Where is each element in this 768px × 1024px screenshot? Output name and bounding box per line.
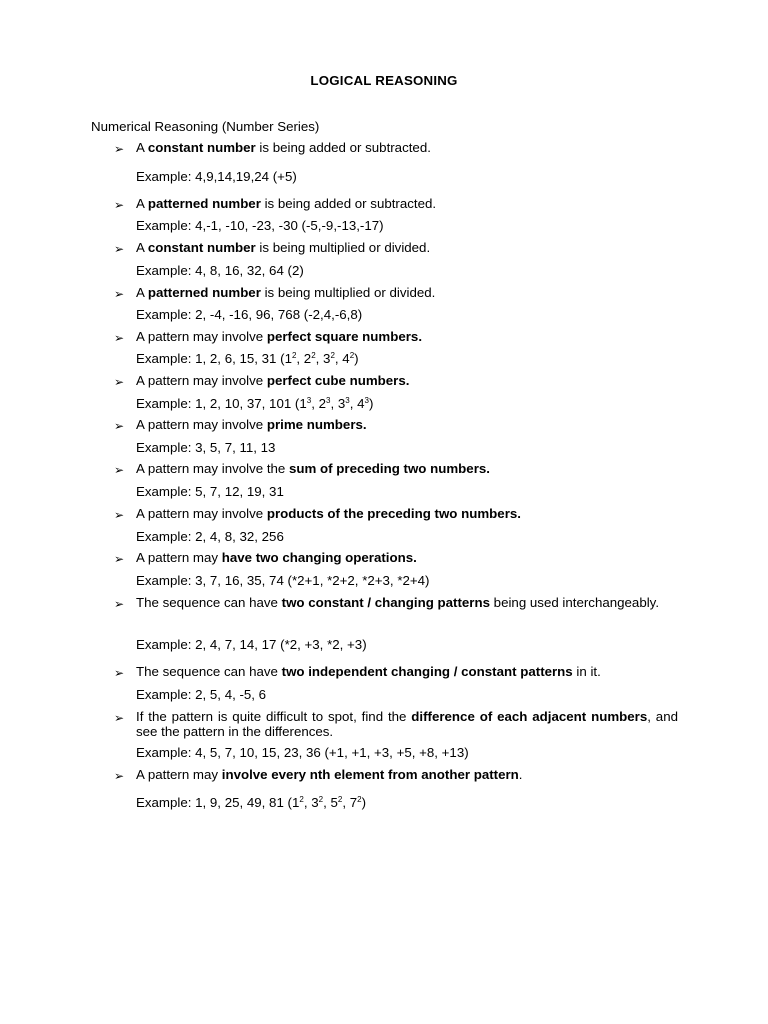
text-run: A pattern may [136, 767, 222, 782]
text-run: , 4 [349, 396, 365, 411]
rule-example [136, 637, 367, 652]
text-run: is being added or subtracted. [255, 140, 431, 155]
text-run: . [518, 767, 523, 782]
page-title: LOGICAL REASONING [310, 73, 458, 88]
bold-text: sum of preceding two numbers. [289, 461, 490, 476]
superscript: 3 [306, 396, 312, 405]
text-run: , 5 [323, 795, 338, 810]
rule-text [136, 286, 435, 301]
text-run: Example: 4, 5, 7, 10, 15, 23, 36 (+1, +1, +3, +5, +8, +13) [136, 745, 469, 760]
text-run: Example: 2, -4, -16, 96, 768 (-2,4,-6,8) [136, 307, 363, 322]
bold-text: two constant / changing patterns [281, 595, 490, 610]
section-heading: Numerical Reasoning (Number Series) [91, 119, 320, 134]
rule-text [136, 462, 490, 477]
text-run: , and see the pattern in the differences. [136, 709, 678, 739]
text-run: Example: 1, 2, 10, 37, 101 (1 [136, 396, 307, 411]
rule-text [136, 768, 523, 783]
bullet-arrow-icon: ➢ [114, 198, 125, 212]
text-run: A pattern may involve [136, 373, 267, 388]
rule-example [136, 795, 366, 810]
rule-example [136, 218, 384, 233]
text-run: Example: 2, 4, 7, 14, 17 (*2, +3, *2, +3) [136, 637, 367, 652]
rule-example [136, 573, 429, 588]
text-run: is being multiplied or divided. [255, 240, 431, 255]
text-run: , 2 [296, 351, 312, 366]
rule-example [136, 687, 266, 702]
bullet-arrow-icon: ➢ [114, 375, 125, 389]
superscript: 2 [299, 795, 304, 804]
text-run: ) [354, 351, 359, 366]
text-run: Example: 2, 5, 4, -5, 6 [136, 687, 267, 702]
text-run: is being added or subtracted. [260, 196, 437, 211]
text-run: A [136, 140, 148, 155]
bold-text: patterned number [147, 196, 261, 211]
rule-text [136, 374, 409, 389]
text-run: A [136, 285, 148, 300]
bold-text: perfect cube numbers. [266, 373, 410, 388]
rule-example [136, 351, 359, 366]
bullet-arrow-icon: ➢ [114, 769, 125, 783]
bullet-arrow-icon: ➢ [114, 597, 125, 611]
bold-text: constant number [147, 240, 256, 255]
rule-text [136, 710, 678, 739]
superscript: 2 [318, 795, 324, 804]
rule-example [136, 484, 284, 499]
superscript: 2 [357, 795, 362, 804]
rule-example [136, 529, 284, 544]
text-run: , 3 [315, 351, 331, 366]
superscript: 2 [291, 351, 297, 360]
bold-text: products of the preceding two numbers. [266, 506, 521, 521]
bullet-arrow-icon: ➢ [114, 508, 125, 522]
text-run: in it. [572, 664, 601, 679]
bullet-arrow-icon: ➢ [114, 419, 125, 433]
bold-text: prime numbers. [266, 417, 367, 432]
text-run: being used interchangeably. [489, 595, 660, 610]
superscript: 3 [326, 396, 331, 405]
bullet-arrow-icon: ➢ [114, 666, 125, 680]
text-run: Example: 2, 4, 8, 32, 256 [136, 529, 284, 544]
rule-text [136, 507, 521, 522]
text-run: A pattern may involve [136, 417, 267, 432]
text-run: A pattern may involve the [136, 461, 289, 476]
rule-text [136, 596, 678, 611]
rule-text [136, 551, 417, 566]
text-run: The sequence can have [136, 595, 282, 610]
bold-text: constant number [147, 140, 256, 155]
text-run: , 4 [334, 351, 350, 366]
text-run: , 3 [330, 396, 346, 411]
text-run: The sequence can have [136, 664, 282, 679]
rule-example [136, 169, 297, 184]
rule-text [136, 241, 430, 256]
superscript: 2 [330, 351, 335, 360]
text-run: , 3 [303, 795, 319, 810]
superscript: 2 [311, 351, 316, 360]
rule-example [136, 440, 275, 455]
text-run: ) [368, 396, 374, 411]
text-run: is being multiplied or divided. [260, 285, 436, 300]
text-run: A [136, 240, 148, 255]
text-run: A [136, 196, 148, 211]
bold-text: difference of each adjacent numbers [411, 709, 648, 724]
superscript: 2 [349, 351, 355, 360]
text-run: , 2 [311, 396, 326, 411]
text-run: Example: 4,9,14,19,24 (+5) [136, 169, 297, 184]
text-run: Example: 4, 8, 16, 32, 64 (2) [136, 263, 304, 278]
rule-text [136, 330, 422, 345]
superscript: 3 [345, 396, 350, 405]
rule-example [136, 307, 362, 322]
superscript: 3 [364, 396, 369, 405]
bullet-arrow-icon: ➢ [114, 331, 125, 345]
bullet-arrow-icon: ➢ [114, 142, 125, 156]
bullet-arrow-icon: ➢ [114, 242, 125, 256]
bold-text: have two changing operations. [221, 550, 417, 565]
text-run: Example: 4,-1, -10, -23, -30 (-5,-9,-13,-17) [136, 218, 384, 233]
text-run: A pattern may involve [136, 506, 267, 521]
superscript: 2 [337, 795, 343, 804]
rule-text [136, 197, 436, 212]
rule-text [136, 418, 367, 433]
bullet-arrow-icon: ➢ [114, 711, 125, 725]
text-run: A pattern may involve [136, 329, 267, 344]
bullet-arrow-icon: ➢ [114, 552, 125, 566]
text-run: A pattern may [136, 550, 222, 565]
bold-text: perfect square numbers. [266, 329, 423, 344]
bold-text: two independent changing / constant patterns [281, 664, 573, 679]
rule-text [136, 141, 431, 156]
text-run: Example: 1, 2, 6, 15, 31 (1 [136, 351, 292, 366]
text-run: Example: 5, 7, 12, 19, 31 [136, 484, 284, 499]
text-run: If the pattern is quite difficult to spot, find the [136, 709, 412, 724]
text-run: Example: 3, 5, 7, 11, 13 [136, 440, 276, 455]
bullet-arrow-icon: ➢ [114, 463, 125, 477]
bold-text: patterned number [147, 285, 261, 300]
text-run: Example: 1, 9, 25, 49, 81 (1 [136, 795, 300, 810]
rule-example [136, 263, 304, 278]
bold-text: involve every nth element from another pattern [221, 767, 519, 782]
rule-example [136, 745, 469, 760]
rule-text [136, 665, 601, 680]
text-run: , 7 [342, 795, 358, 810]
text-run: ) [361, 795, 366, 810]
bullet-arrow-icon: ➢ [114, 287, 125, 301]
text-run: Example: 3, 7, 16, 35, 74 (*2+1, *2+2, *2+3, *2+4) [136, 573, 430, 588]
rule-example [136, 396, 373, 411]
